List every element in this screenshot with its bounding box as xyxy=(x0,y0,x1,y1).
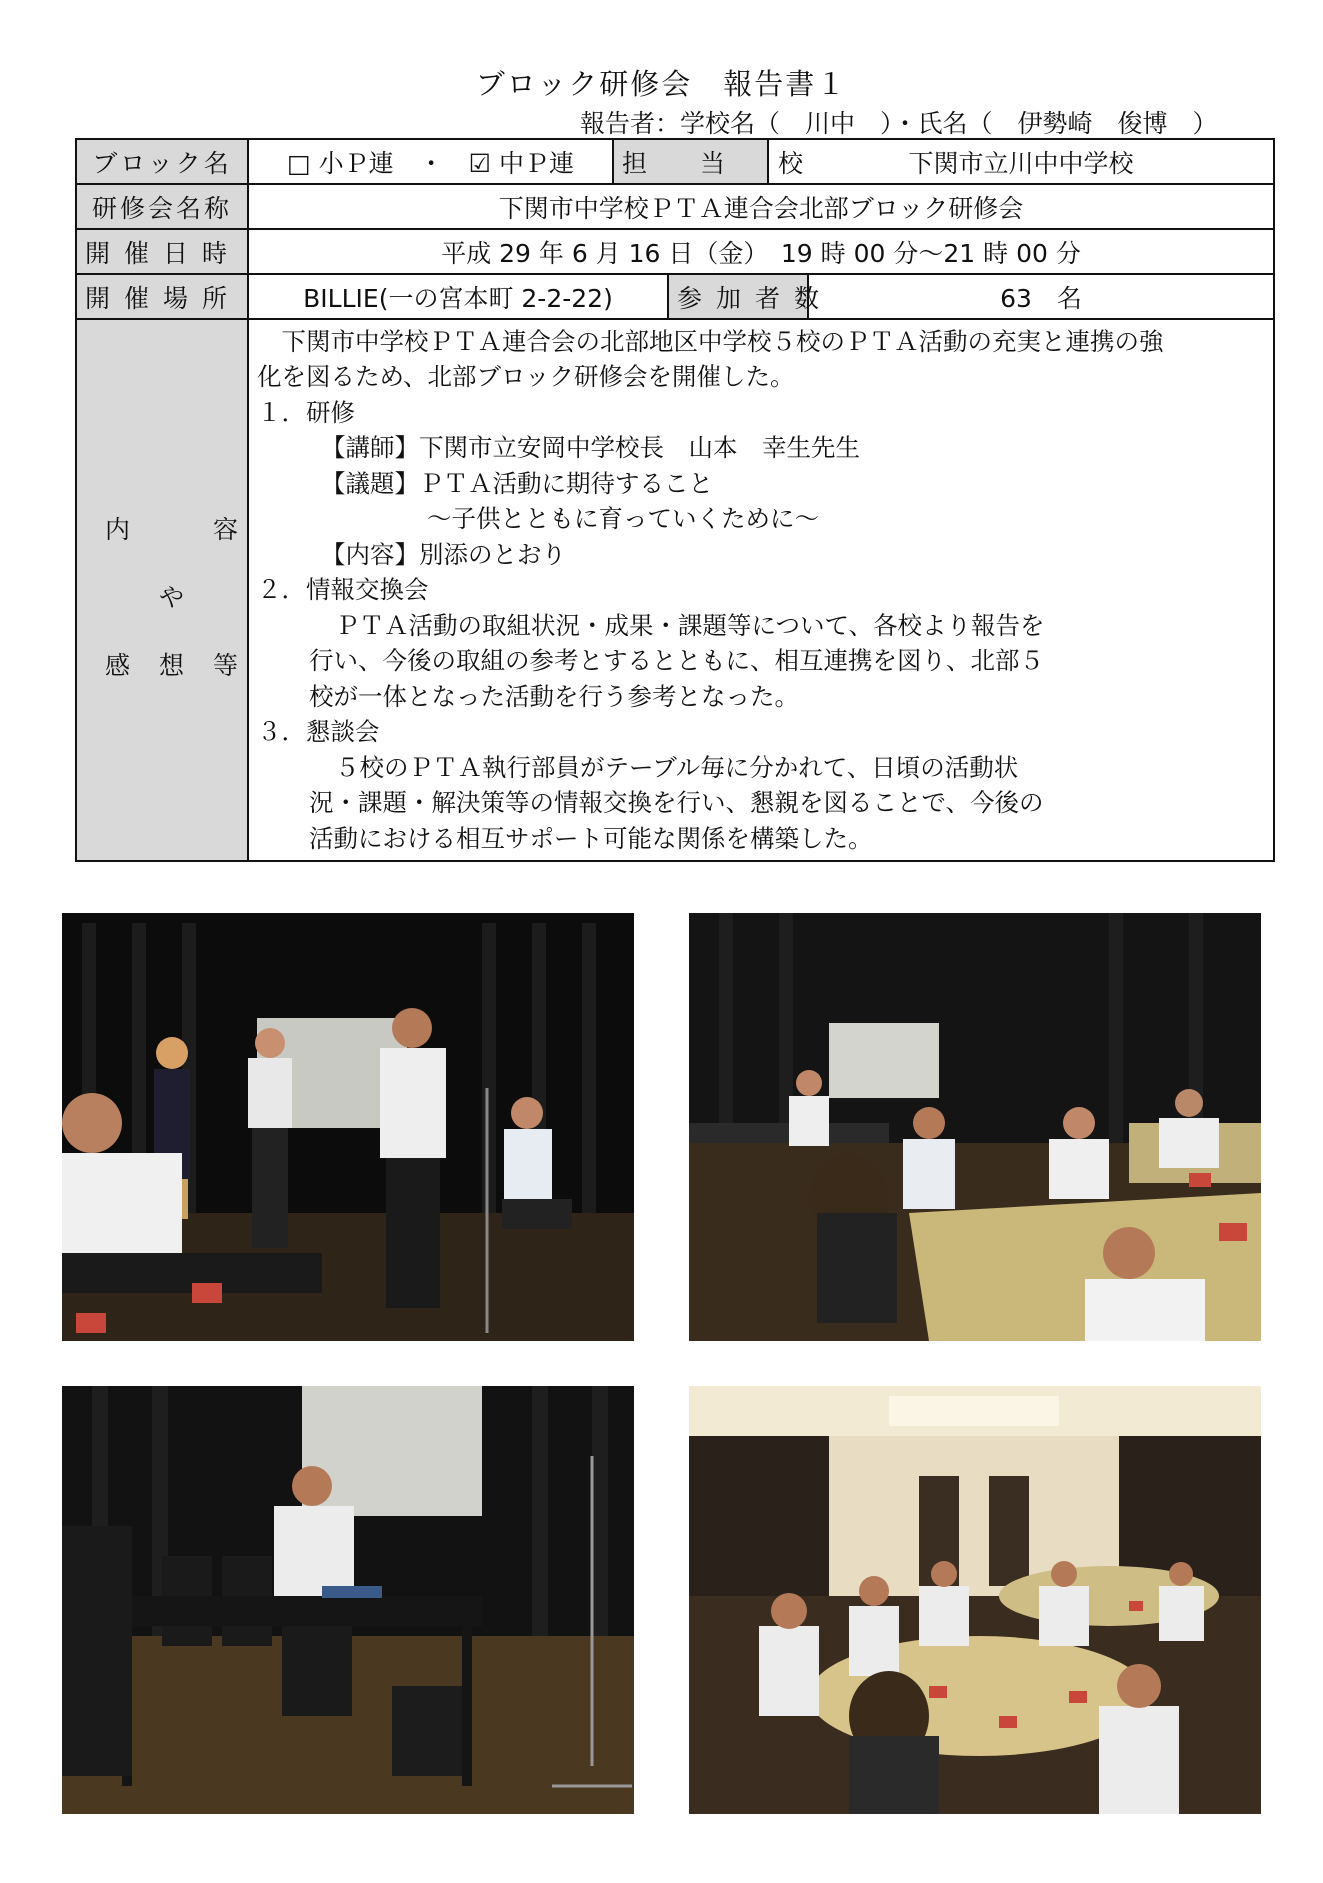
content-line: 況・課題・解決策等の情報交換を行い、懇親を図ることで、今後の xyxy=(309,788,1044,818)
participants-label: 参加者数 xyxy=(668,274,808,319)
photo-icon xyxy=(689,1386,1261,1814)
row-content xyxy=(76,319,1274,861)
block-value: □ 小Ｐ連 ・ ☑ 中Ｐ連 xyxy=(248,139,613,184)
row-block xyxy=(76,139,1274,184)
content-line: 【内容】別添のとおり xyxy=(321,539,566,569)
row-place xyxy=(76,274,1274,319)
content-label-part: 感 xyxy=(105,651,134,680)
content-line: 【講師】下関市立安岡中学校長 山本 幸生先生 xyxy=(321,433,860,463)
content-line: 下関市中学校ＰＴＡ連合会の北部地区中学校５校のＰＴＡ活動の充実と連携の強 xyxy=(257,326,1164,356)
content-line: 化を図るため、北部ブロック研修会を開催した。 xyxy=(257,362,795,392)
content-label-part: 内 xyxy=(105,515,134,544)
name-value: 下関市中学校ＰＴＡ連合会北部ブロック研修会 xyxy=(248,184,1274,229)
name-label: 研修会名称 xyxy=(76,184,248,229)
reporter-line: 報告者：学校名（ 川中 ）・氏名（ 伊勢崎 俊博 ） xyxy=(580,109,1218,138)
content-label xyxy=(76,319,248,861)
photo-exchange xyxy=(689,913,1261,1341)
photo-lecture xyxy=(62,1386,634,1814)
content-line: 行い、今後の取組の参考とするとともに、相互連携を図り、北部５ xyxy=(309,646,1044,676)
photo-social xyxy=(689,1386,1261,1814)
photo-speakers xyxy=(62,913,634,1341)
school-label: 担 当 校 xyxy=(613,139,768,184)
content-line: 校が一体となった活動を行う参考となった。 xyxy=(309,681,799,711)
content-body xyxy=(248,319,1274,861)
section-heading: １．研修 xyxy=(257,397,355,427)
school-value: 下関市立川中中学校 xyxy=(768,139,1274,184)
content-line: 【議題】ＰＴＡ活動に期待すること xyxy=(321,468,713,498)
section-heading: ３．懇談会 xyxy=(257,717,380,747)
row-date xyxy=(76,229,1274,274)
section-heading: ２．情報交換会 xyxy=(257,575,429,605)
photo-icon xyxy=(62,913,634,1341)
date-label: 開催日時 xyxy=(76,229,248,274)
content-line: ～子供とともに育っていくために～ xyxy=(427,504,819,534)
content-label-part: や xyxy=(159,583,188,612)
photo-icon xyxy=(62,1386,634,1814)
place-value: BILLIE(一の宮本町 2-2-22) xyxy=(248,274,668,319)
block-label: ブロック名 xyxy=(76,139,248,184)
report-title: ブロック研修会 報告書１ xyxy=(475,67,848,101)
date-value: 平成 29 年 6 月 16 日（金） 19 時 00 分～21 時 00 分 xyxy=(248,229,1274,274)
place-label: 開催場所 xyxy=(76,274,248,319)
content-label-part: 容 xyxy=(213,515,242,544)
row-name xyxy=(76,184,1274,229)
photo-icon xyxy=(689,913,1261,1341)
report-table xyxy=(75,138,1275,862)
content-line: ＰＴＡ活動の取組状況・成果・課題等について、各校より報告を xyxy=(335,610,1045,640)
participants-value: 63 名 xyxy=(808,274,1274,319)
content-line: 活動における相互サポート可能な関係を構築した。 xyxy=(309,823,873,853)
content-label-part: 等 xyxy=(213,651,242,680)
content-line: ５校のＰＴＡ執行部員がテーブル毎に分かれて、日頃の活動状 xyxy=(335,752,1019,782)
content-label-part: 想 xyxy=(159,651,188,680)
